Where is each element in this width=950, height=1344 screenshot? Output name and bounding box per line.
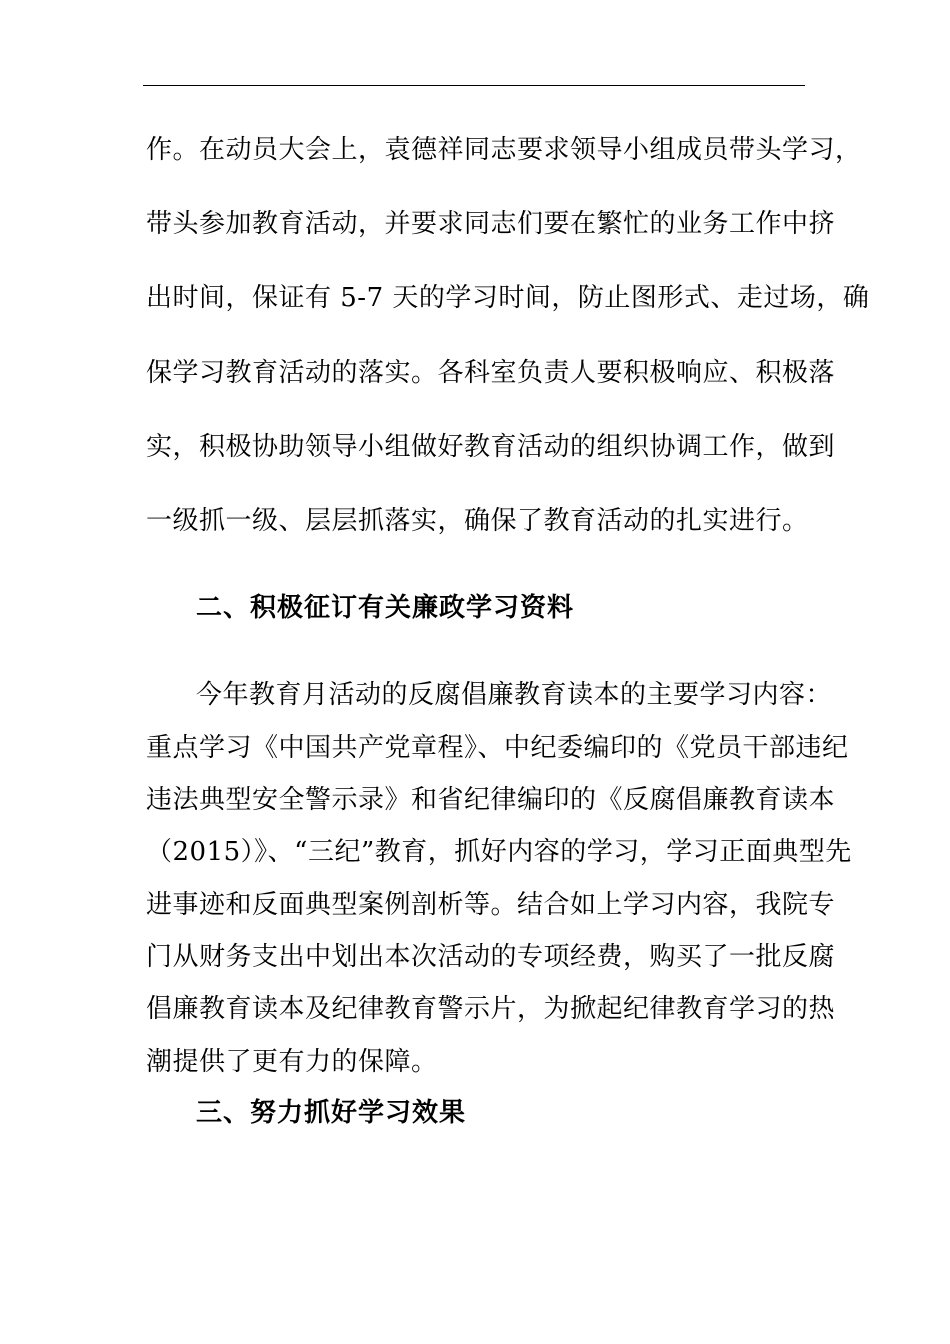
paragraph2-line-3: 违法典型安全警示录》和省纪律编印的《反腐倡廉教育读本 [146, 785, 836, 815]
paragraph2-line-5: 进事迹和反面典型案例剖析等。结合如上学习内容，我院专 [146, 890, 836, 920]
paragraph2-line-4: （2015）》、“三纪”教育，抓好内容的学习，学习正面典型先 [146, 837, 852, 867]
paragraph1-line-6: 一级抓一级、层层抓落实，确保了教育活动的扎实进行。 [146, 506, 809, 536]
paragraph1-line-5: 实，积极协助领导小组做好教育活动的组织协调工作，做到 [146, 432, 836, 462]
paragraph1-line-4: 保学习教育活动的落实。各科室负责人要积极响应、积极落 [146, 358, 836, 388]
header-rule [143, 85, 805, 86]
section-heading-2: 二、积极征订有关廉政学习资料 [196, 593, 575, 623]
paragraph2-line-8: 潮提供了更有力的保障。 [146, 1047, 438, 1077]
paragraph1-line-2: 带头参加教育活动，并要求同志们要在繁忙的业务工作中挤 [146, 209, 836, 239]
paragraph2-line-7: 倡廉教育读本及纪律教育警示片，为掀起纪律教育学习的热 [146, 994, 836, 1024]
paragraph2-line-2: 重点学习《中国共产党章程》、中纪委编印的《党员干部违纪 [146, 733, 849, 763]
paragraph1-line-3: 出时间，保证有 5-7 天的学习时间，防止图形式、走过场，确 [146, 283, 870, 313]
paragraph2-line-6: 门从财务支出中划出本次活动的专项经费，购买了一批反腐 [146, 942, 836, 972]
paragraph1-line-1: 作。在动员大会上，袁德祥同志要求领导小组成员带头学习， [146, 135, 862, 165]
paragraph2-line-1: 今年教育月活动的反腐倡廉教育读本的主要学习内容： [196, 680, 833, 710]
section-heading-3: 三、努力抓好学习效果 [196, 1098, 467, 1128]
